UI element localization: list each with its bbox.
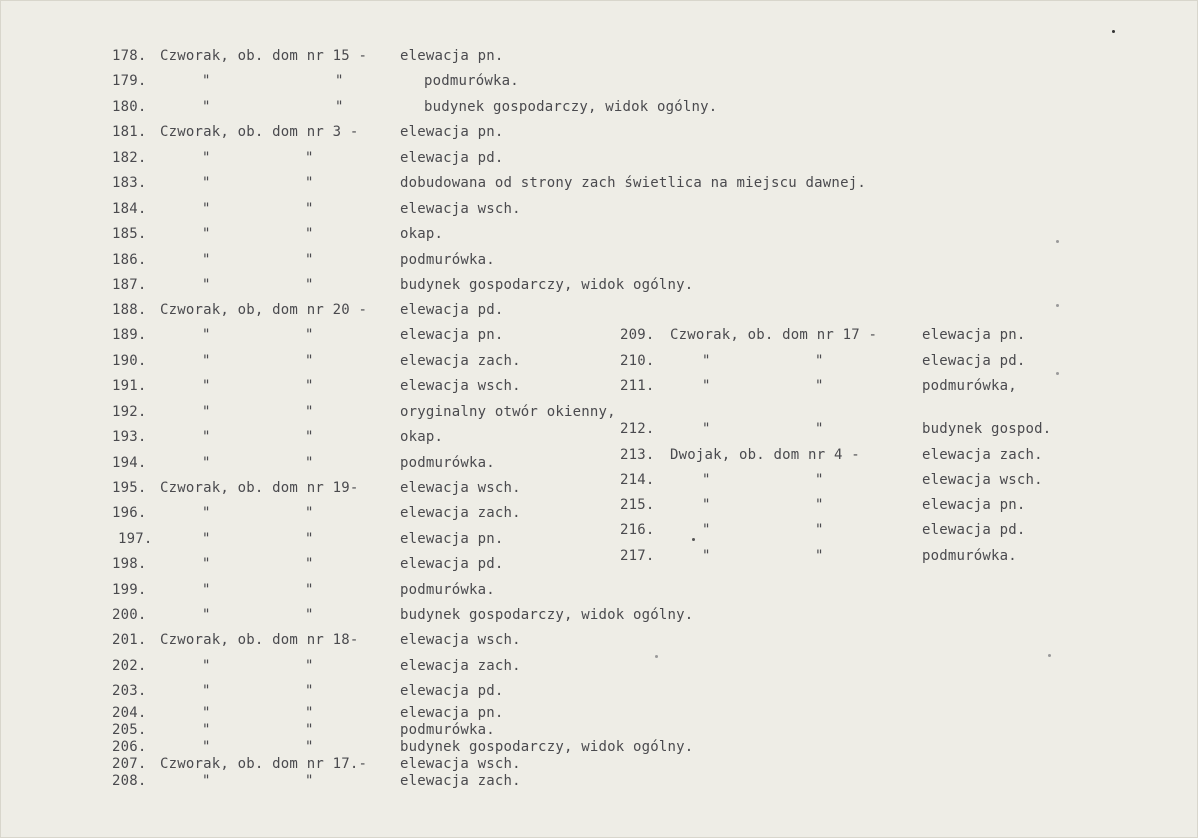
ditto-mark: " [305,201,314,217]
entry-description: budynek gospodarczy, widok ogólny. [400,277,694,293]
entry-description: podmurówka, [922,378,1017,394]
entry-description: elewacja pd. [922,353,1026,369]
entry-description: elewacja pn. [400,705,504,721]
entry-number: 186. [112,252,147,268]
ditto-mark: " [202,201,211,217]
paper-speck [1056,372,1059,375]
ditto-mark: " [305,556,314,572]
entry-number: 201. [112,632,147,648]
ditto-mark: " [305,252,314,268]
entry-object-name: Czworak, ob, dom nr 20 - [160,302,368,318]
entry-number: 192. [112,404,147,420]
entry-description: elewacja pd. [922,522,1026,538]
entry-number: 202. [112,658,147,674]
entry-description: podmurówka. [922,548,1017,564]
entry-number: 198. [112,556,147,572]
entry-description: okap. [400,429,444,445]
paper-speck [1048,654,1051,657]
entry-description: elewacja zach. [922,447,1043,463]
entry-description: elewacja wsch. [400,378,521,394]
entry-description: elewacja pd. [400,683,504,699]
entry-description: elewacja wsch. [400,756,521,772]
entry-number: 207. [112,756,147,772]
ditto-mark: " [202,556,211,572]
ditto-mark: " [202,404,211,420]
entry-number: 200. [112,607,147,623]
entry-description: elewacja pn. [400,531,504,547]
entry-description: elewacja wsch. [400,632,521,648]
ditto-mark: " [202,582,211,598]
entry-number: 190. [112,353,147,369]
ditto-mark: " [702,548,711,564]
ditto-mark: " [305,226,314,242]
entry-description: elewacja pd. [400,150,504,166]
ditto-mark: " [202,607,211,623]
ditto-mark: " [202,705,211,721]
entry-description: dobudowana od strony zach świetlica na miejscu dawnej. [400,175,866,191]
ditto-mark: " [305,531,314,547]
entry-description: budynek gospodarczy, widok ogólny. [400,739,694,755]
ditto-mark: " [202,455,211,471]
ditto-mark: " [815,421,824,437]
ditto-mark: " [305,353,314,369]
entry-number: 181. [112,124,147,140]
entry-description: elewacja pd. [400,302,504,318]
entry-object-name: Dwojak, ob. dom nr 4 - [670,447,860,463]
entry-number: 196. [112,505,147,521]
entry-description: okap. [400,226,444,242]
entry-number: 205. [112,722,147,738]
ditto-mark: " [305,722,314,738]
ditto-mark: " [305,505,314,521]
ditto-mark: " [202,353,211,369]
entry-description: podmurówka. [400,582,495,598]
ditto-mark: " [305,582,314,598]
entry-number: 189. [112,327,147,343]
entry-number: 197. [118,531,153,547]
ditto-mark: " [305,150,314,166]
ditto-mark: " [305,607,314,623]
entry-number: 215. [620,497,655,513]
entry-number: 182. [112,150,147,166]
entry-number: 212. [620,421,655,437]
ditto-mark: " [702,472,711,488]
entry-description: budynek gospodarczy, widok ogólny. [424,99,718,115]
entry-number: 208. [112,773,147,789]
entry-number: 214. [620,472,655,488]
entry-object-name: Czworak, ob. dom nr 19- [160,480,359,496]
ditto-mark: " [815,548,824,564]
paper-speck [655,655,658,658]
paper-speck [1112,30,1115,33]
entry-description: elewacja zach. [400,658,521,674]
entry-description: podmurówka. [424,73,519,89]
entry-description: elewacja pn. [400,48,504,64]
paper-speck [692,538,695,541]
entry-number: 199. [112,582,147,598]
ditto-mark: " [305,429,314,445]
ditto-mark: " [702,522,711,538]
entry-description: budynek gospod. [922,421,1052,437]
entry-description: podmurówka. [400,722,495,738]
entry-number: 209. [620,327,655,343]
entry-description: podmurówka. [400,252,495,268]
entry-number: 203. [112,683,147,699]
entry-description: oryginalny otwór okienny, [400,404,616,420]
ditto-mark: " [202,150,211,166]
ditto-mark: " [815,472,824,488]
ditto-mark: " [305,175,314,191]
entry-description: elewacja zach. [400,505,521,521]
entry-object-name: Czworak, ob. dom nr 17 - [670,327,878,343]
ditto-mark: " [335,73,344,89]
entry-number: 193. [112,429,147,445]
entry-number: 211. [620,378,655,394]
ditto-mark: " [815,378,824,394]
ditto-mark: " [202,739,211,755]
ditto-mark: " [305,683,314,699]
entry-description: elewacja pd. [400,556,504,572]
entry-number: 188. [112,302,147,318]
ditto-mark: " [202,773,211,789]
entry-description: elewacja pn. [922,497,1026,513]
entry-number: 217. [620,548,655,564]
ditto-mark: " [305,658,314,674]
entry-description: elewacja pn. [400,124,504,140]
ditto-mark: " [202,99,211,115]
entry-object-name: Czworak, ob. dom nr 18- [160,632,359,648]
entry-number: 206. [112,739,147,755]
entry-description: elewacja wsch. [400,201,521,217]
ditto-mark: " [815,497,824,513]
ditto-mark: " [202,658,211,674]
ditto-mark: " [335,99,344,115]
ditto-mark: " [305,327,314,343]
entry-object-name: Czworak, ob. dom nr 15 - [160,48,368,64]
entry-number: 213. [620,447,655,463]
ditto-mark: " [202,175,211,191]
entry-description: elewacja pn. [922,327,1026,343]
ditto-mark: " [305,378,314,394]
entry-number: 210. [620,353,655,369]
entry-number: 187. [112,277,147,293]
ditto-mark: " [202,252,211,268]
entry-number: 195. [112,480,147,496]
entry-object-name: Czworak, ob. dom nr 3 - [160,124,359,140]
ditto-mark: " [305,739,314,755]
entry-description: elewacja wsch. [400,480,521,496]
ditto-mark: " [305,455,314,471]
entry-description: elewacja zach. [400,773,521,789]
ditto-mark: " [815,353,824,369]
entry-description: elewacja zach. [400,353,521,369]
entry-number: 191. [112,378,147,394]
ditto-mark: " [202,327,211,343]
ditto-mark: " [202,683,211,699]
entry-description: budynek gospodarczy, widok ogólny. [400,607,694,623]
ditto-mark: " [702,353,711,369]
entry-number: 179. [112,73,147,89]
ditto-mark: " [202,226,211,242]
entry-number: 184. [112,201,147,217]
entry-number: 178. [112,48,147,64]
ditto-mark: " [202,429,211,445]
ditto-mark: " [702,421,711,437]
ditto-mark: " [305,773,314,789]
paper-speck [1056,304,1059,307]
paper-speck [1056,240,1059,243]
entry-object-name: Czworak, ob. dom nr 17.- [160,756,368,772]
ditto-mark: " [702,378,711,394]
entry-number: 194. [112,455,147,471]
entry-description: elewacja wsch. [922,472,1043,488]
ditto-mark: " [202,531,211,547]
ditto-mark: " [305,705,314,721]
entry-number: 183. [112,175,147,191]
entry-number: 204. [112,705,147,721]
ditto-mark: " [305,277,314,293]
entry-number: 180. [112,99,147,115]
entry-description: elewacja pn. [400,327,504,343]
entry-number: 216. [620,522,655,538]
ditto-mark: " [305,404,314,420]
ditto-mark: " [202,73,211,89]
ditto-mark: " [202,378,211,394]
ditto-mark: " [202,505,211,521]
entry-description: podmurówka. [400,455,495,471]
entry-number: 185. [112,226,147,242]
ditto-mark: " [815,522,824,538]
ditto-mark: " [202,277,211,293]
ditto-mark: " [702,497,711,513]
ditto-mark: " [202,722,211,738]
